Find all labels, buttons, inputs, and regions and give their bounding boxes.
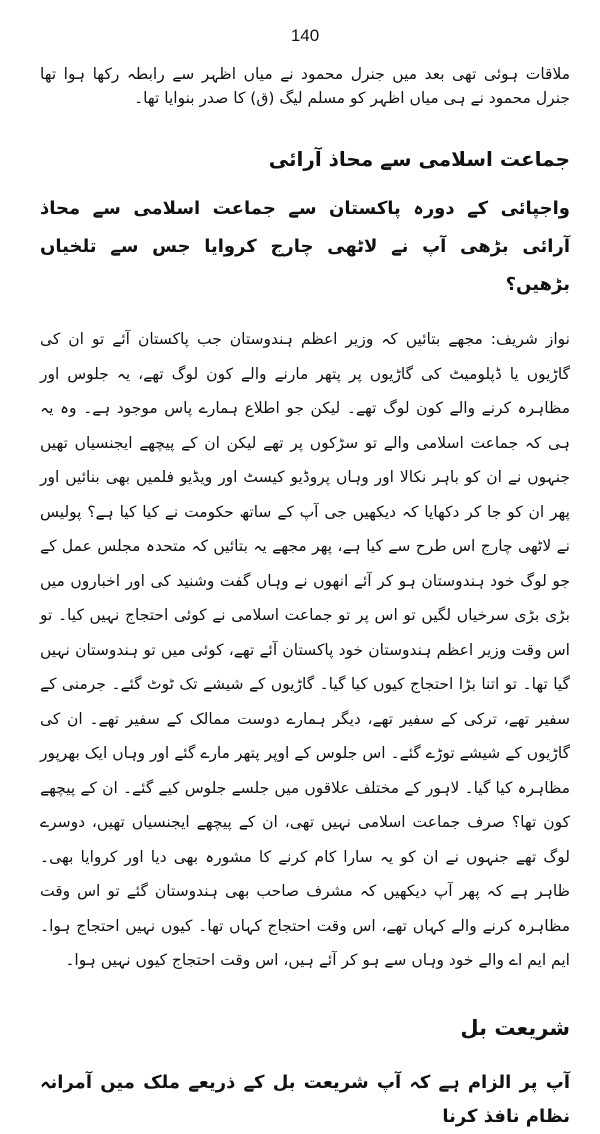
interview-answer: نواز شریف: مجھے بتائیں کہ وزیر اعظم ہندوستان جب پاکستان آئے تو ان کی گاڑیوں یا ڈپلومیٹ کی گاڑیوں پر پتھر مارنے والے کون لوگ تھے، یہ جلوس اور مظاہرہ کرنے والے کون لوگ تھے۔ لیکن جو اطلاع ہمارے پاس موجود ہے۔ وہ یہ ہی کہ جماعت اسلامی والے تو سڑکوں پر تھے لیکن ان کے پیچھے ایجنسیاں تھیں جنہوں نے ان کو باہر نکالا اور وہاں پروڈیو کیسٹ اور ویڈیو فلمیں بھی بنائیں اور پھر ان کو جا کر دکھایا کہ دیکھیں جی آپ کے ساتھ حکومت نے کیا کیا ہے؟ پولیس نے لاٹھی چارج اس طرح سے کیا ہے، پھر مجھے یہ بتائیں کہ متحدہ مجلس عمل کے جو لوگ خود ہندوستان ہو کر آئے انھوں نے وہاں گفت وشنید کی اور اخباروں میں بڑی بڑی سرخیاں لگیں تو اس پر تو جماعت اسلامی نے کوئی احتجاج نہیں کیا۔ تو اس وقت وزیر اعظم ہندوستان خود پاکستان آئے تھے، کوئی میں تو ہندوستان نہیں گیا تھا۔ تو اتنا بڑا احتجاج کیوں کیا گیا۔ گاڑیوں کے شیشے تک ٹوٹ گئے۔ جرمنی کے سفیر تھے، ترکی کے سفیر تھے، دیگر ہمارے دوست ممالک کے سفیر تھے۔ ان کی گاڑیوں کے شیشے توڑے گئے۔ اس جلوس کے اوپر پتھر مارے گئے اور وہاں ایک بھرپور مظاہرہ کیا گیا۔ لاہور کے مختلف علاقوں میں جلسے جلوس کیے گئے۔ ان کے پیچھے کون تھا؟ صرف جماعت اسلامی نہیں تھی، ان کے پیچھے ایجنسیاں تھیں، دوسرے لوگ تھے جنہوں نے ان کو یہ سارا کام کرنے کا مشورہ بھی دیا اور کروایا بھی۔ ظاہر ہے کہ پھر آپ دیکھیں کہ مشرف صاحب بھی ہندوستان گئے تو اس وقت مظاہرہ کرنے والے کہاں تھے، اس وقت احتجاج کہاں تھا۔ کیوں نہیں احتجاج ہوا۔ ایم ایم اے والے خود وہاں سے ہو کر آئے ہیں، اس وقت احتجاج کیوں نہیں ہوا۔ xyxy=(40,330,570,969)
intro-paragraph: ملاقات ہوئی تھی بعد میں جنرل محمود نے میاں اظہر سے رابطہ رکھا ہوا تھا جنرل محمود نے ہی میاں اظہر کو مسلم لیگ (ق) کا صدر بنوایا تھا۔ xyxy=(40,65,570,107)
interview-question: واجپائی کے دورہ پاکستان سے جماعت اسلامی سے محاذ آرائی بڑھی آپ نے لاٹھی چارج کروایا جس سے تلخیاں بڑھیں؟ xyxy=(40,198,570,295)
section-heading-shariat-bill: شریعت بل xyxy=(460,1015,570,1040)
interview-question-continued: آپ پر الزام ہے کہ آپ شریعت بل کے ذریعے ملک میں آمرانہ نظام نافذ کرنا xyxy=(40,1071,570,1127)
page-number: 140 xyxy=(290,26,320,45)
section-heading-jamaat-confrontation: جماعت اسلامی سے محاذ آرائی xyxy=(268,147,570,171)
